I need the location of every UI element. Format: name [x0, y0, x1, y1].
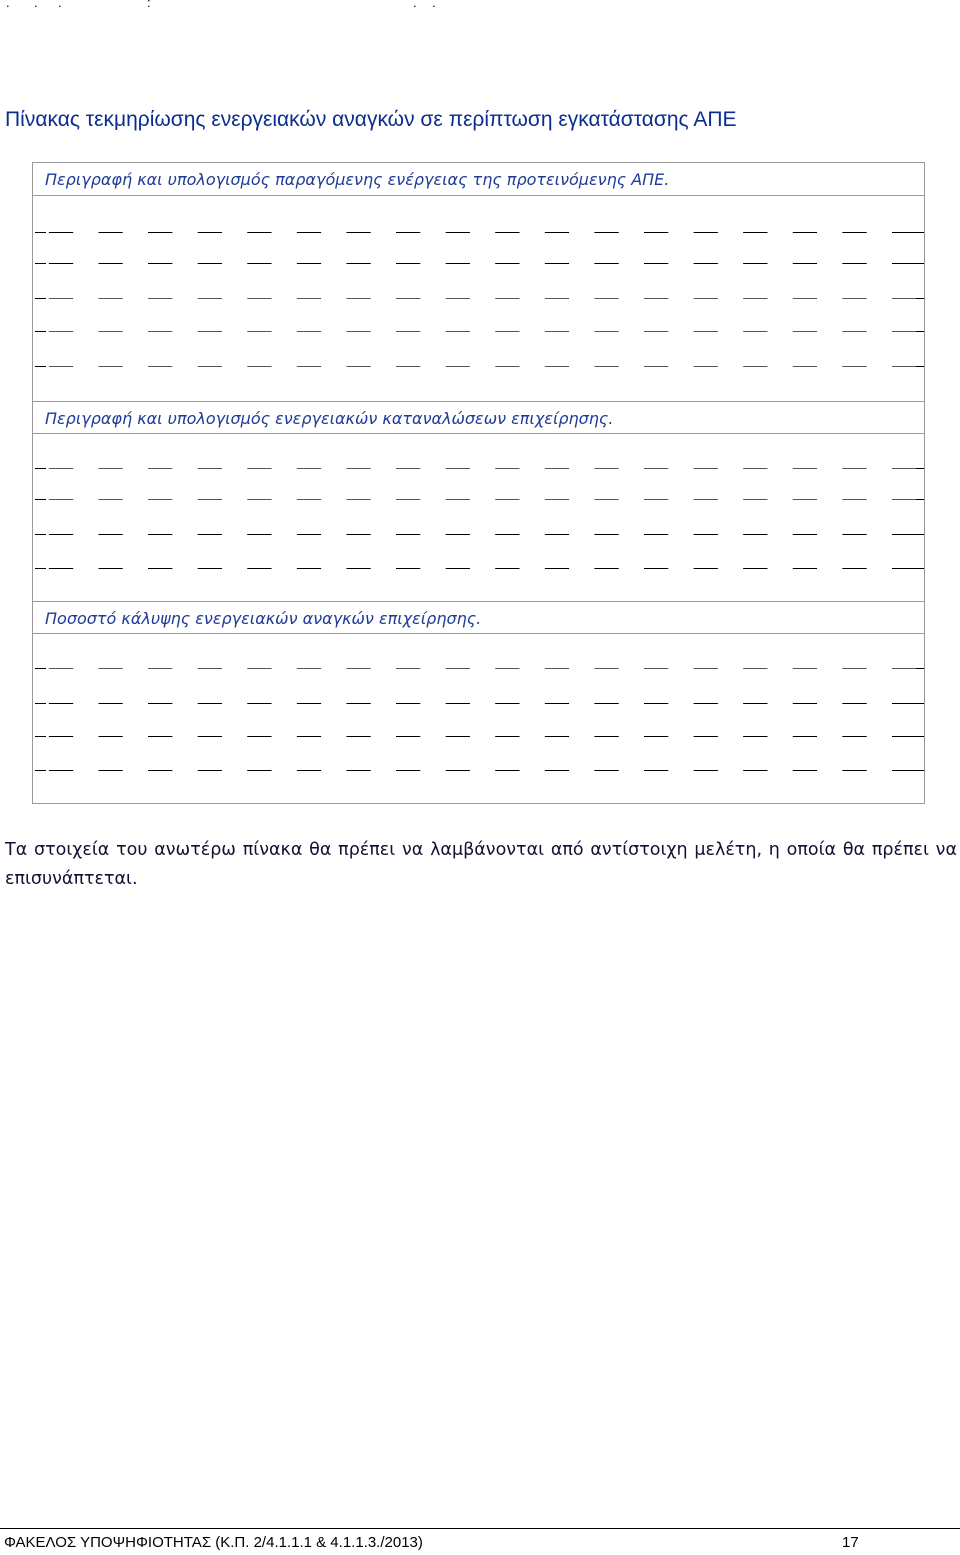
fill-line[interactable]: [33, 366, 924, 367]
fill-line[interactable]: [33, 499, 924, 500]
section-heading-coverage: Ποσοστό κάλυψης ενεργειακών αναγκών επιχείρησης.: [33, 601, 924, 634]
fill-line[interactable]: [33, 263, 924, 264]
header-dot: .: [413, 0, 417, 10]
page-footer: [0, 1528, 960, 1555]
header-dot: .: [6, 0, 10, 10]
page-title: Πίνακας τεκμηρίωσης ενεργειακών αναγκών σε περίπτωση εγκατάστασης ΑΠΕ: [5, 108, 737, 131]
page-number: 17: [842, 1534, 859, 1551]
fill-line[interactable]: [33, 534, 924, 535]
fill-line[interactable]: [33, 331, 924, 332]
fill-line[interactable]: [33, 770, 924, 771]
fill-line[interactable]: [33, 668, 924, 669]
header-dot: .: [58, 0, 62, 10]
fill-line[interactable]: [33, 568, 924, 569]
fill-line[interactable]: [33, 703, 924, 704]
energy-needs-table: [32, 162, 925, 804]
fill-line[interactable]: [33, 232, 924, 233]
section-heading-consumption: Περιγραφή και υπολογισμός ενεργειακών καταναλώσεων επιχείρησης.: [33, 401, 924, 434]
note-paragraph: Τα στοιχεία του ανωτέρω πίνακα θα πρέπει να λαμβάνονται από αντίστοιχη μελέτη, η οποία θα πρέπει να επισυνάπτεται.: [5, 840, 957, 889]
header-dot: :: [147, 0, 151, 10]
header-dots: [0, 0, 960, 14]
fill-line[interactable]: [33, 736, 924, 737]
header-dot: .: [34, 0, 38, 10]
section-heading-produced-energy: Περιγραφή και υπολογισμός παραγόμενης ενέργειας της προτεινόμενης ΑΠΕ.: [33, 163, 924, 196]
fill-line[interactable]: [33, 468, 924, 469]
footer-doc-ref: ΦΑΚΕΛΟΣ ΥΠΟΨΗΦΙΟΤΗΤΑΣ (Κ.Π. 2/4.1.1.1 & 4.1.1.3./2013): [4, 1534, 423, 1551]
fill-line[interactable]: [33, 298, 924, 299]
header-dot: .: [432, 0, 436, 10]
